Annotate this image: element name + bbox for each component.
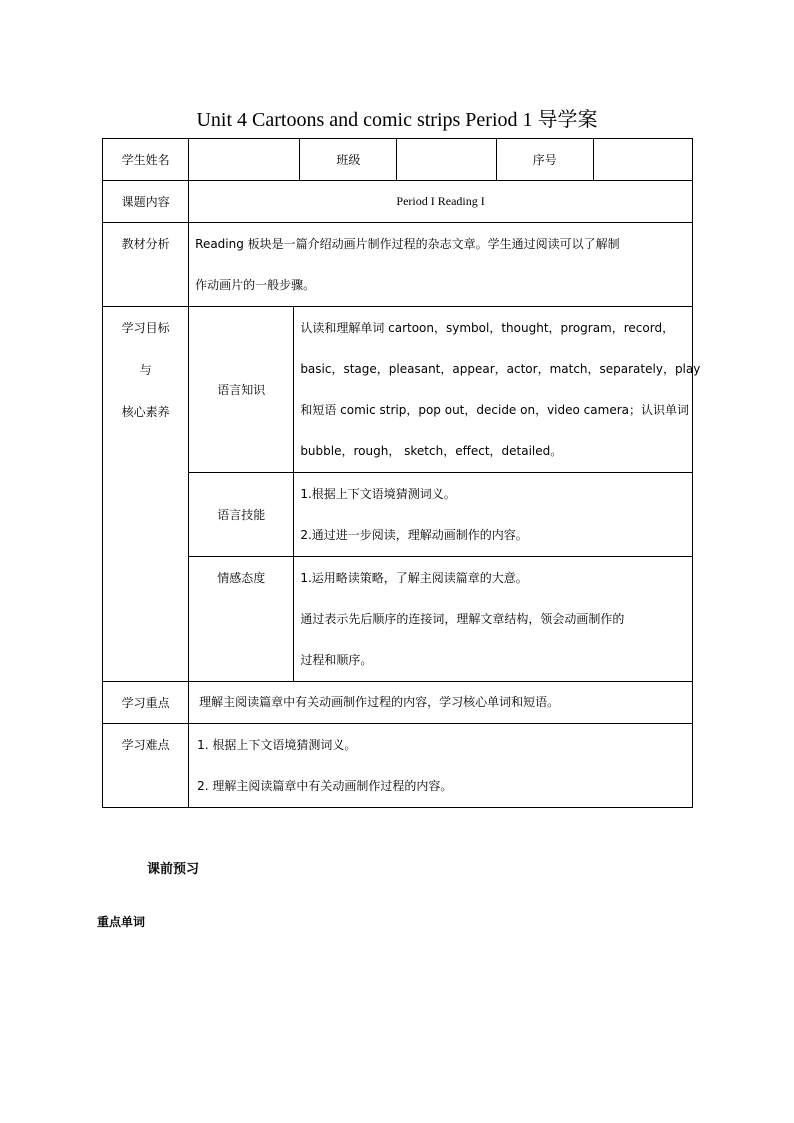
attitude-line: 通过表示先后顺序的连接词，理解文章结构，领会动画制作的 xyxy=(300,611,625,626)
difficulties-row xyxy=(103,724,693,808)
class-value[interactable] xyxy=(397,139,496,181)
analysis-row xyxy=(103,223,693,307)
topic-label: 课题内容 xyxy=(103,181,189,223)
study-guide-table xyxy=(102,138,701,808)
goals-label-line: 核心素养 xyxy=(121,405,170,419)
section-heading-key-words: 重点单词 xyxy=(97,915,146,929)
skills-label: 语言技能 xyxy=(189,473,294,557)
student-info-row xyxy=(103,139,693,181)
knowledge-line: 认读和理解单词 cartoon，symbol，thought，program，record， xyxy=(300,320,675,335)
analysis-line: Reading 板块是一篇介绍动画片制作过程的杂志文章。学生通过阅读可以了解制 xyxy=(195,236,620,251)
skills-line: 1.根据上下文语境猜测词义。 xyxy=(300,486,456,501)
knowledge-line: bubble，rough， sketch，effect，detailed。 xyxy=(300,443,563,458)
attitude-line: 过程和顺序。 xyxy=(300,652,373,667)
attitude-line: 1.运用略读策略，了解主阅读篇章的大意。 xyxy=(300,570,528,585)
seat-number-value[interactable] xyxy=(593,139,692,181)
seat-number-label: 序号 xyxy=(496,139,593,181)
topic-value: Period I Reading I xyxy=(189,181,693,223)
skills-line: 2.通过进一步阅读，理解动画制作的内容。 xyxy=(300,527,528,542)
goals-label xyxy=(103,307,189,682)
goals-label-line: 学习目标 xyxy=(121,321,170,335)
difficulties-content xyxy=(189,724,693,808)
attitude-label: 情感态度 xyxy=(189,557,294,682)
key-points-row xyxy=(103,682,693,724)
knowledge-line: basic，stage，pleasant，appear，actor，match，separately，play xyxy=(300,361,701,376)
difficulties-line: 2. 理解主阅读篇章中有关动画制作过程的内容。 xyxy=(197,778,453,793)
goals-label-line: 与 xyxy=(139,363,152,377)
class-label: 班级 xyxy=(300,139,397,181)
analysis-line: 作动画片的一般步骤。 xyxy=(195,277,316,292)
attitude-row xyxy=(103,557,693,682)
student-name-label: 学生姓名 xyxy=(103,139,189,181)
attitude-content xyxy=(294,557,693,682)
knowledge-content xyxy=(294,307,701,473)
analysis-label: 教材分析 xyxy=(103,223,189,307)
knowledge-row xyxy=(103,307,693,473)
difficulties-label: 学习难点 xyxy=(103,724,189,808)
analysis-content xyxy=(189,223,693,307)
key-points-text: 理解主阅读篇章中有关动画制作过程的内容，学习核心单词和短语。 xyxy=(199,695,560,709)
difficulties-line: 1. 根据上下文语境猜测词义。 xyxy=(197,737,357,752)
key-points-label: 学习重点 xyxy=(103,682,189,724)
topic-row xyxy=(103,181,693,223)
student-name-value[interactable] xyxy=(189,139,300,181)
section-heading-preview: 课前预习 xyxy=(147,862,200,877)
skills-row xyxy=(103,473,693,557)
page-title: Unit 4 Cartoons and comic strips Period 1 导学案 xyxy=(196,109,598,131)
key-points-content xyxy=(189,682,693,724)
skills-content xyxy=(294,473,693,557)
knowledge-line: 和短语 comic strip，pop out，decide on，video camera；认识单词 xyxy=(300,402,689,417)
knowledge-label: 语言知识 xyxy=(189,307,294,473)
